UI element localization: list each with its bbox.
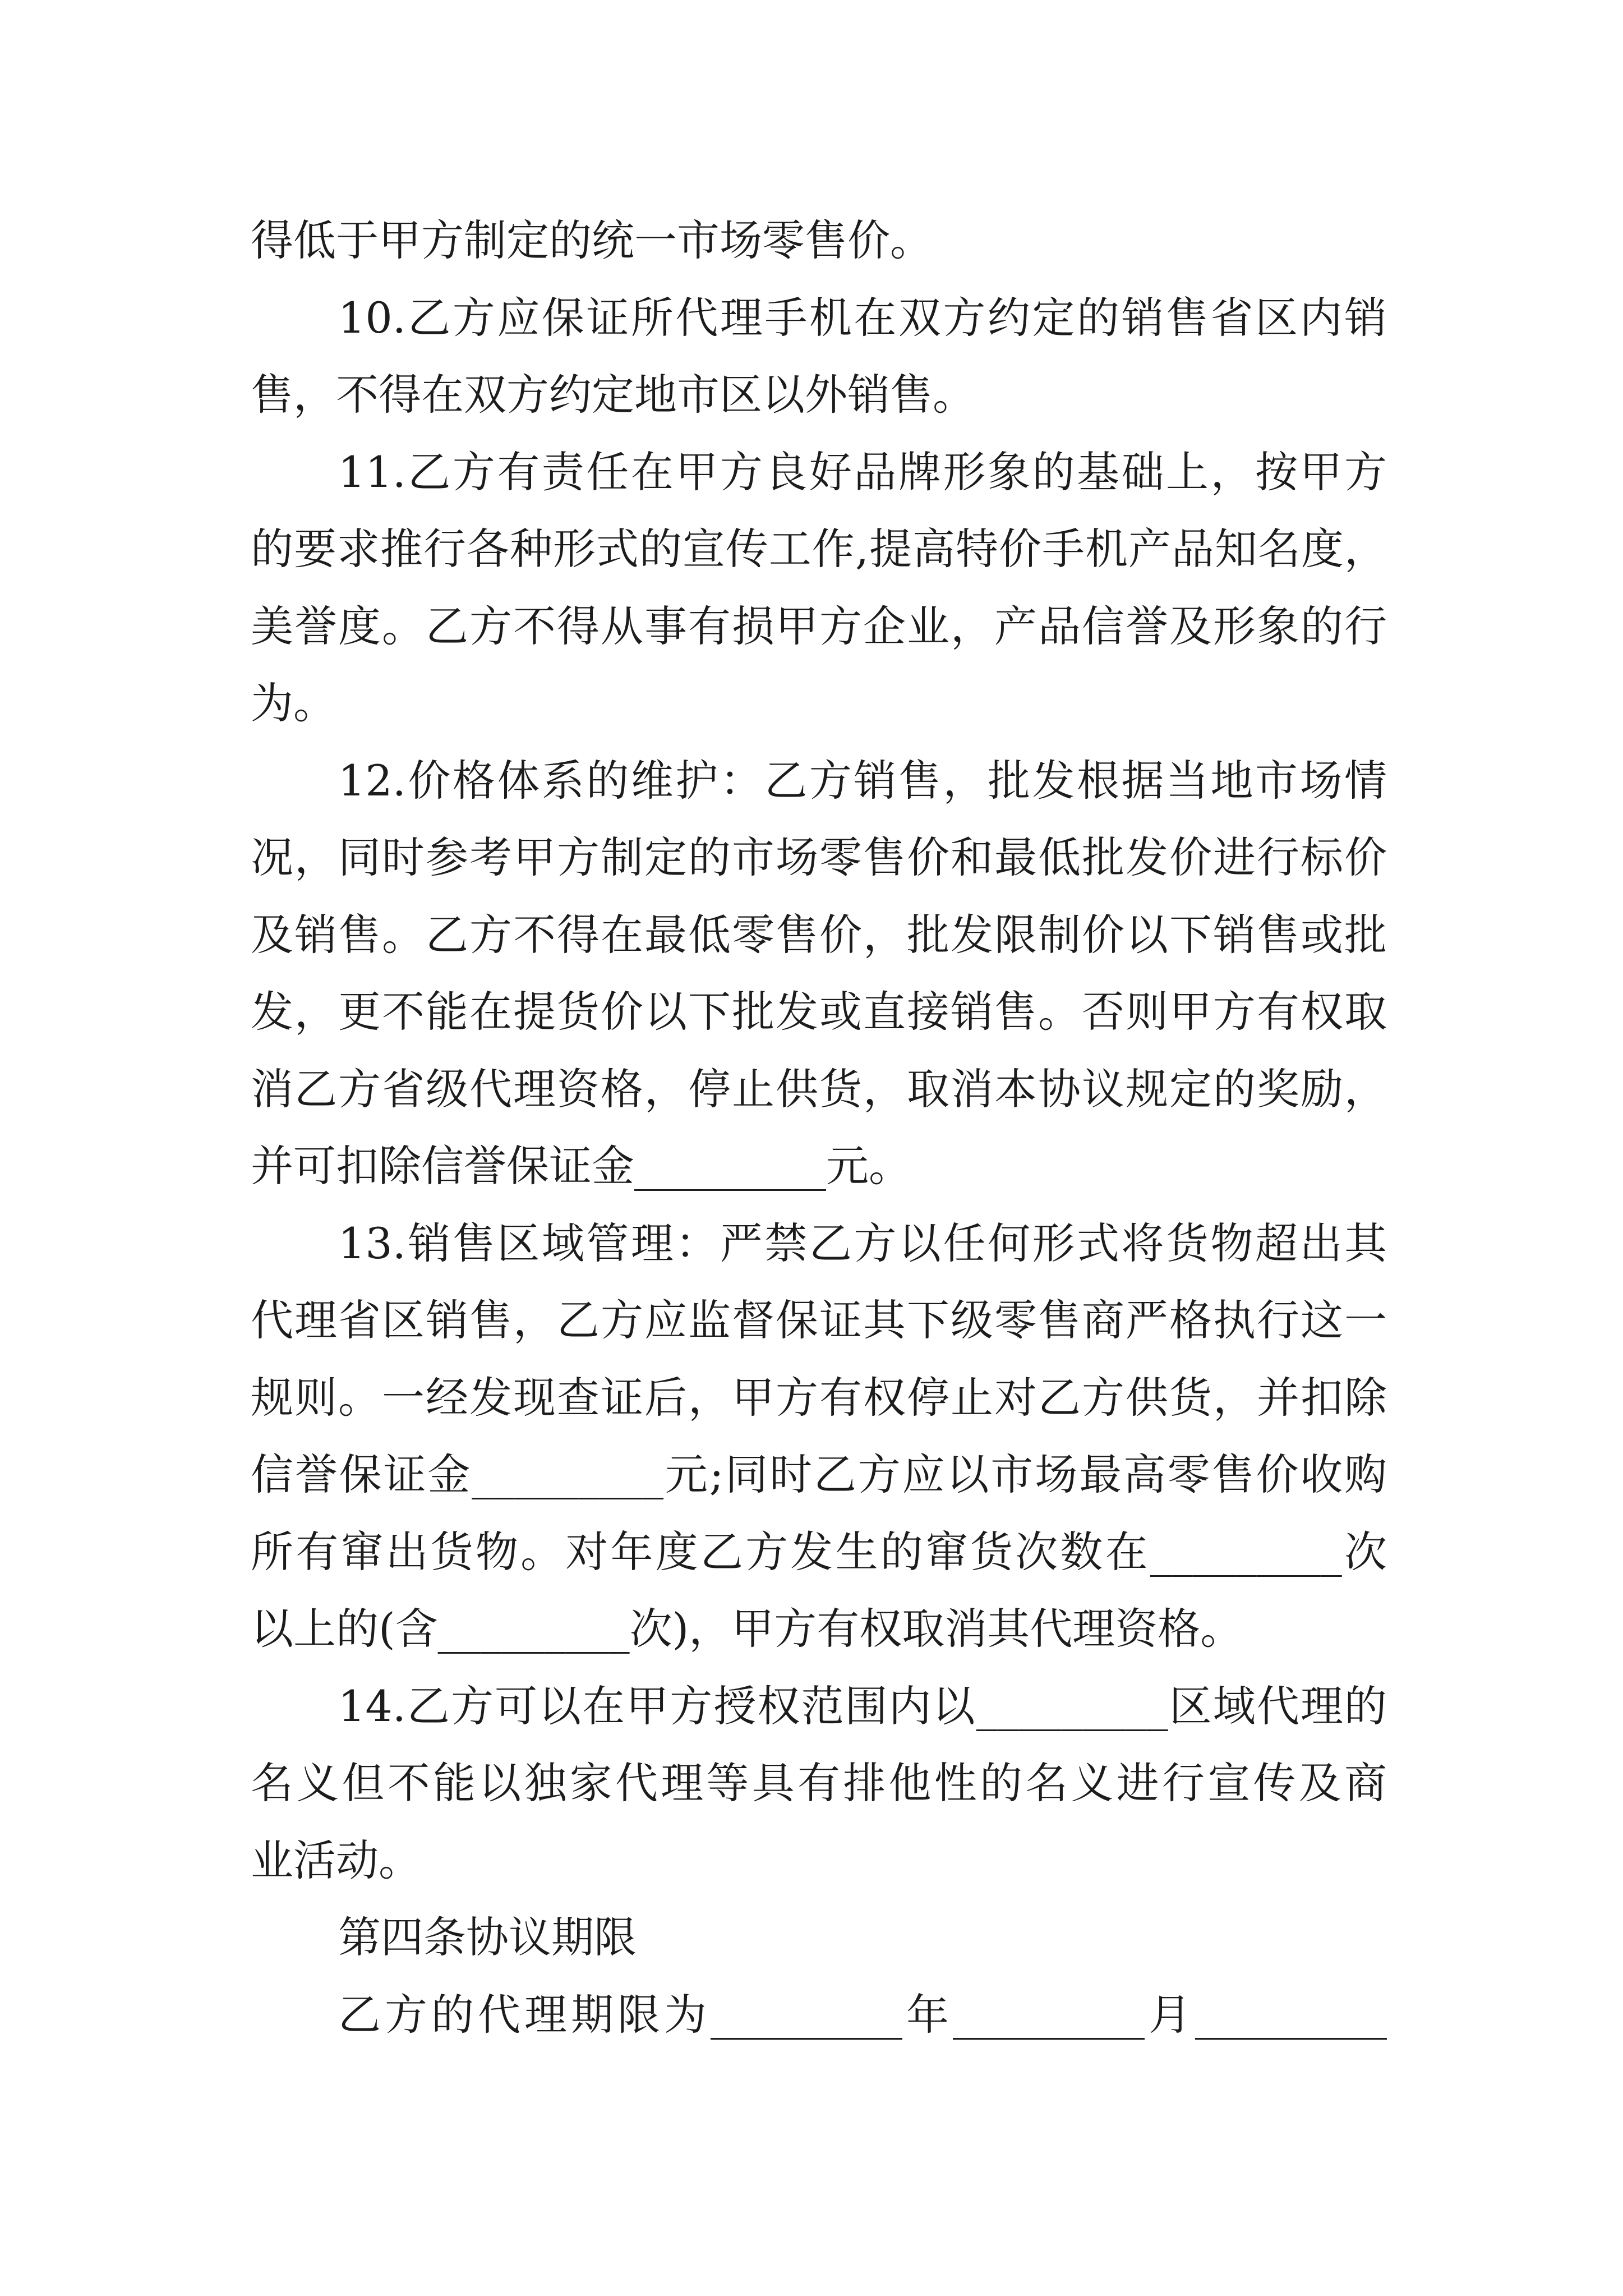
paragraph-line: 售，不得在双方约定地市区以外销售。	[251, 370, 975, 420]
agency-term-paragraph	[251, 1976, 1387, 2054]
paragraph-line: 业活动。	[251, 1835, 421, 1885]
paragraph-line: 美誉度。乙方不得从事有损甲方企业，产品信誉及形象的行	[251, 601, 1387, 651]
paragraph-line: 信誉保证金_________元;同时乙方应以市场最高零售价收购	[251, 1450, 1387, 1499]
paragraph-line: 名义但不能以独家代理等具有排他性的名义进行宣传及商	[251, 1758, 1387, 1808]
paragraph-line: 发，更不能在提货价以下批发或直接销售。否则甲方有权取	[251, 987, 1387, 1037]
paragraph-line: 并可扣除信誉保证金_________元。	[251, 1141, 911, 1191]
paragraph-line: 规则。一经发现查证后，甲方有权停止对乙方供货，并扣除	[251, 1372, 1387, 1423]
paragraph-line: 11.乙方有责任在甲方良好品牌形象的基础上，按甲方	[338, 447, 1387, 497]
paragraph-line: 为。	[251, 678, 336, 728]
clause-10	[251, 279, 1387, 434]
clause-12	[251, 742, 1387, 1205]
clause-14	[251, 1668, 1387, 1899]
paragraph-line: 况，同时参考甲方制定的市场零售价和最低批发价进行标价	[251, 832, 1387, 882]
paragraph-line: 代理省区销售，乙方应监督保证其下级零售商严格执行这一	[251, 1295, 1387, 1345]
document-body	[251, 202, 1387, 2053]
paragraph-line: 的要求推行各种形式的宣传工作,提高特价手机产品知名度，	[251, 524, 1387, 574]
paragraph-line: 及销售。乙方不得在最低零售价，批发限制价以下销售或批	[251, 909, 1387, 960]
clause-11	[251, 434, 1387, 742]
section-heading: 第四条协议期限	[338, 1912, 637, 1962]
paragraph-line: 消乙方省级代理资格，停止供货，取消本协议规定的奖励，	[251, 1064, 1387, 1114]
paragraph-line: 14.乙方可以在甲方授权范围内以_________区域代理的	[338, 1681, 1387, 1731]
paragraph-line: 10.乙方应保证所代理手机在双方约定的销售省区内销	[338, 292, 1387, 343]
paragraph-line: 以上的(含_________次)，甲方有权取消其代理资格。	[251, 1604, 1243, 1654]
paragraph-line: 13.销售区域管理：严禁乙方以任何形式将货物超出其	[338, 1218, 1387, 1268]
clause-13	[251, 1205, 1387, 1668]
paragraph-continuation	[251, 202, 1387, 279]
section-heading-article-4	[251, 1899, 1387, 1976]
paragraph-line: 得低于甲方制定的统一市场零售价。	[251, 215, 933, 265]
paragraph-line: 乙方的代理期限为_________年_________月_________	[338, 1989, 1387, 2040]
paragraph-line: 12.价格体系的维护：乙方销售，批发根据当地市场情	[338, 755, 1387, 806]
paragraph-line: 所有窜出货物。对年度乙方发生的窜货次数在_________次	[251, 1526, 1387, 1577]
